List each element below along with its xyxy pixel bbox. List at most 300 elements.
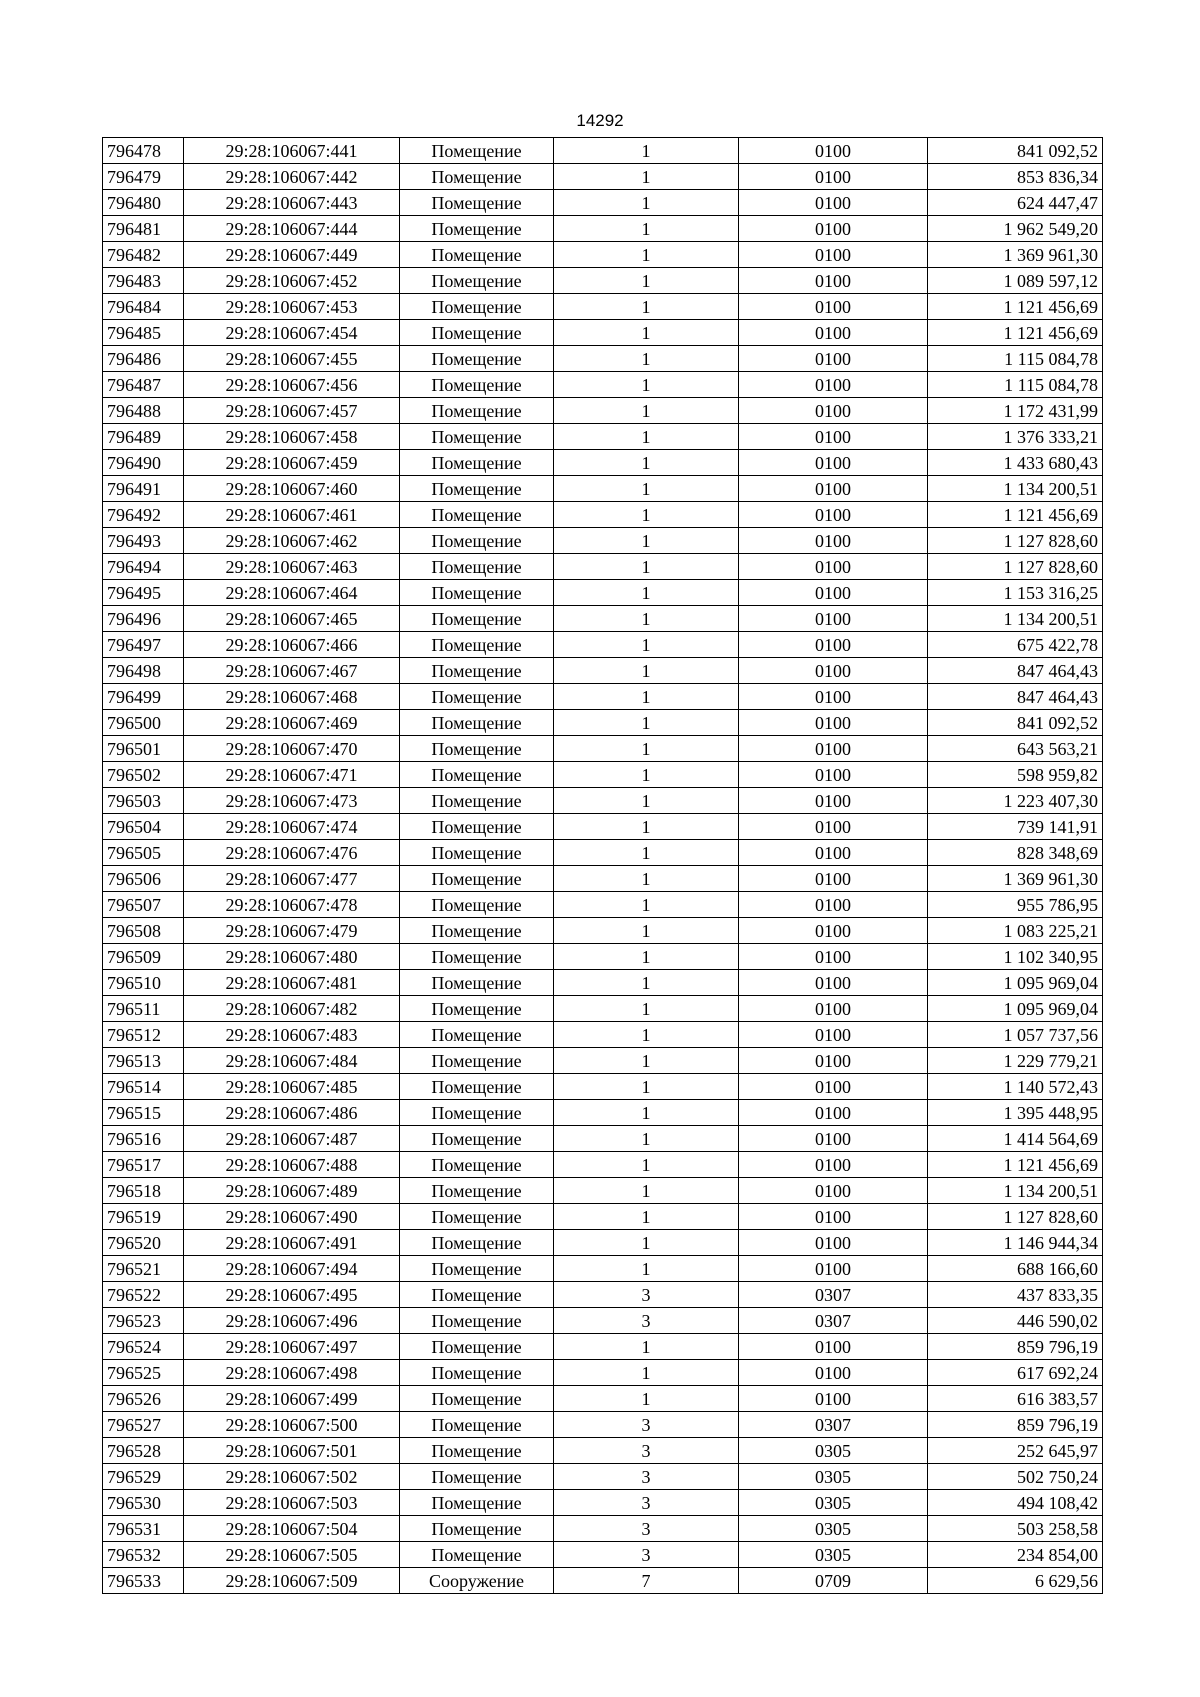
object-type-cell: Помещение <box>400 268 554 294</box>
table-row <box>103 814 1103 840</box>
group-cell: 7 <box>554 1568 739 1594</box>
table-row <box>103 1542 1103 1568</box>
object-type-cell: Помещение <box>400 1204 554 1230</box>
cadastral-number-cell: 29:28:106067:444 <box>184 216 400 242</box>
row-number-cell: 796484 <box>103 294 184 320</box>
group-cell: 1 <box>554 970 739 996</box>
table-row <box>103 918 1103 944</box>
cadastral-value-cell: 1 121 456,69 <box>928 320 1103 346</box>
cadastral-number-cell: 29:28:106067:490 <box>184 1204 400 1230</box>
object-type-cell: Помещение <box>400 1126 554 1152</box>
group-cell: 1 <box>554 424 739 450</box>
group-cell: 1 <box>554 1178 739 1204</box>
cadastral-number-cell: 29:28:106067:449 <box>184 242 400 268</box>
group-cell: 1 <box>554 268 739 294</box>
object-type-cell: Помещение <box>400 190 554 216</box>
code-cell: 0100 <box>739 268 928 294</box>
code-cell: 0100 <box>739 736 928 762</box>
row-number-cell: 796485 <box>103 320 184 346</box>
object-type-cell: Помещение <box>400 606 554 632</box>
row-number-cell: 796514 <box>103 1074 184 1100</box>
cadastral-number-cell: 29:28:106067:495 <box>184 1282 400 1308</box>
table-row <box>103 606 1103 632</box>
group-cell: 1 <box>554 398 739 424</box>
cadastral-number-cell: 29:28:106067:457 <box>184 398 400 424</box>
object-type-cell: Помещение <box>400 736 554 762</box>
code-cell: 0100 <box>739 1256 928 1282</box>
code-cell: 0100 <box>739 190 928 216</box>
code-cell: 0305 <box>739 1490 928 1516</box>
object-type-cell: Помещение <box>400 346 554 372</box>
table-row <box>103 1048 1103 1074</box>
group-cell: 1 <box>554 1126 739 1152</box>
cadastral-value-cell: 841 092,52 <box>928 710 1103 736</box>
table-row <box>103 1334 1103 1360</box>
code-cell: 0100 <box>739 710 928 736</box>
cadastral-number-cell: 29:28:106067:504 <box>184 1516 400 1542</box>
row-number-cell: 796513 <box>103 1048 184 1074</box>
group-cell: 1 <box>554 216 739 242</box>
object-type-cell: Помещение <box>400 398 554 424</box>
cadastral-value-cell: 739 141,91 <box>928 814 1103 840</box>
table-row <box>103 1100 1103 1126</box>
cadastral-number-cell: 29:28:106067:499 <box>184 1386 400 1412</box>
code-cell: 0100 <box>739 1360 928 1386</box>
group-cell: 1 <box>554 372 739 398</box>
group-cell: 1 <box>554 528 739 554</box>
cadastral-number-cell: 29:28:106067:473 <box>184 788 400 814</box>
object-type-cell: Помещение <box>400 970 554 996</box>
row-number-cell: 796523 <box>103 1308 184 1334</box>
row-number-cell: 796532 <box>103 1542 184 1568</box>
cadastral-value-cell: 955 786,95 <box>928 892 1103 918</box>
code-cell: 0307 <box>739 1412 928 1438</box>
code-cell: 0305 <box>739 1516 928 1542</box>
row-number-cell: 796525 <box>103 1360 184 1386</box>
code-cell: 0305 <box>739 1542 928 1568</box>
table-row <box>103 762 1103 788</box>
cadastral-value-cell: 1 229 779,21 <box>928 1048 1103 1074</box>
object-type-cell: Помещение <box>400 788 554 814</box>
table-row <box>103 1230 1103 1256</box>
code-cell: 0100 <box>739 1048 928 1074</box>
table-row <box>103 294 1103 320</box>
object-type-cell: Сооружение <box>400 1568 554 1594</box>
cadastral-value-cell: 1 121 456,69 <box>928 294 1103 320</box>
table-row <box>103 554 1103 580</box>
group-cell: 1 <box>554 1100 739 1126</box>
code-cell: 0100 <box>739 554 928 580</box>
cadastral-value-cell: 1 121 456,69 <box>928 502 1103 528</box>
registry-table-body <box>103 138 1103 1594</box>
object-type-cell: Помещение <box>400 684 554 710</box>
code-cell: 0305 <box>739 1438 928 1464</box>
table-row <box>103 216 1103 242</box>
cadastral-value-cell: 503 258,58 <box>928 1516 1103 1542</box>
row-number-cell: 796519 <box>103 1204 184 1230</box>
cadastral-number-cell: 29:28:106067:485 <box>184 1074 400 1100</box>
object-type-cell: Помещение <box>400 1516 554 1542</box>
object-type-cell: Помещение <box>400 1412 554 1438</box>
cadastral-number-cell: 29:28:106067:471 <box>184 762 400 788</box>
code-cell: 0100 <box>739 580 928 606</box>
row-number-cell: 796488 <box>103 398 184 424</box>
object-type-cell: Помещение <box>400 502 554 528</box>
cadastral-value-cell: 847 464,43 <box>928 684 1103 710</box>
cadastral-number-cell: 29:28:106067:486 <box>184 1100 400 1126</box>
code-cell: 0307 <box>739 1282 928 1308</box>
group-cell: 1 <box>554 1334 739 1360</box>
object-type-cell: Помещение <box>400 710 554 736</box>
cadastral-value-cell: 841 092,52 <box>928 138 1103 164</box>
object-type-cell: Помещение <box>400 1230 554 1256</box>
cadastral-number-cell: 29:28:106067:483 <box>184 1022 400 1048</box>
cadastral-number-cell: 29:28:106067:474 <box>184 814 400 840</box>
code-cell: 0100 <box>739 814 928 840</box>
table-row <box>103 788 1103 814</box>
row-number-cell: 796497 <box>103 632 184 658</box>
cadastral-value-cell: 1 134 200,51 <box>928 476 1103 502</box>
cadastral-number-cell: 29:28:106067:460 <box>184 476 400 502</box>
code-cell: 0100 <box>739 476 928 502</box>
cadastral-number-cell: 29:28:106067:466 <box>184 632 400 658</box>
object-type-cell: Помещение <box>400 892 554 918</box>
cadastral-value-cell: 828 348,69 <box>928 840 1103 866</box>
code-cell: 0100 <box>739 528 928 554</box>
code-cell: 0100 <box>739 502 928 528</box>
table-row <box>103 736 1103 762</box>
table-row <box>103 1204 1103 1230</box>
cadastral-number-cell: 29:28:106067:441 <box>184 138 400 164</box>
cadastral-number-cell: 29:28:106067:482 <box>184 996 400 1022</box>
cadastral-value-cell: 616 383,57 <box>928 1386 1103 1412</box>
cadastral-value-cell: 234 854,00 <box>928 1542 1103 1568</box>
object-type-cell: Помещение <box>400 1386 554 1412</box>
group-cell: 1 <box>554 944 739 970</box>
object-type-cell: Помещение <box>400 1542 554 1568</box>
cadastral-value-cell: 1 172 431,99 <box>928 398 1103 424</box>
cadastral-value-cell: 643 563,21 <box>928 736 1103 762</box>
group-cell: 1 <box>554 346 739 372</box>
object-type-cell: Помещение <box>400 528 554 554</box>
cadastral-value-cell: 1 395 448,95 <box>928 1100 1103 1126</box>
code-cell: 0100 <box>739 1204 928 1230</box>
cadastral-value-cell: 1 102 340,95 <box>928 944 1103 970</box>
group-cell: 1 <box>554 1048 739 1074</box>
table-row <box>103 502 1103 528</box>
cadastral-number-cell: 29:28:106067:509 <box>184 1568 400 1594</box>
code-cell: 0100 <box>739 918 928 944</box>
table-row <box>103 1386 1103 1412</box>
object-type-cell: Помещение <box>400 658 554 684</box>
row-number-cell: 796500 <box>103 710 184 736</box>
cadastral-number-cell: 29:28:106067:452 <box>184 268 400 294</box>
cadastral-number-cell: 29:28:106067:470 <box>184 736 400 762</box>
object-type-cell: Помещение <box>400 814 554 840</box>
table-row <box>103 1282 1103 1308</box>
cadastral-number-cell: 29:28:106067:505 <box>184 1542 400 1568</box>
table-row <box>103 1490 1103 1516</box>
table-row <box>103 450 1103 476</box>
registry-table <box>102 137 1103 1594</box>
group-cell: 1 <box>554 788 739 814</box>
row-number-cell: 796487 <box>103 372 184 398</box>
row-number-cell: 796531 <box>103 1516 184 1542</box>
cadastral-value-cell: 1 095 969,04 <box>928 996 1103 1022</box>
group-cell: 1 <box>554 710 739 736</box>
cadastral-number-cell: 29:28:106067:481 <box>184 970 400 996</box>
row-number-cell: 796493 <box>103 528 184 554</box>
row-number-cell: 796522 <box>103 1282 184 1308</box>
cadastral-number-cell: 29:28:106067:467 <box>184 658 400 684</box>
cadastral-value-cell: 1 223 407,30 <box>928 788 1103 814</box>
row-number-cell: 796505 <box>103 840 184 866</box>
code-cell: 0100 <box>739 944 928 970</box>
object-type-cell: Помещение <box>400 996 554 1022</box>
group-cell: 1 <box>554 1152 739 1178</box>
group-cell: 1 <box>554 138 739 164</box>
cadastral-number-cell: 29:28:106067:478 <box>184 892 400 918</box>
code-cell: 0100 <box>739 632 928 658</box>
code-cell: 0100 <box>739 346 928 372</box>
row-number-cell: 796512 <box>103 1022 184 1048</box>
cadastral-number-cell: 29:28:106067:468 <box>184 684 400 710</box>
group-cell: 3 <box>554 1282 739 1308</box>
cadastral-value-cell: 1 134 200,51 <box>928 606 1103 632</box>
code-cell: 0100 <box>739 684 928 710</box>
table-row <box>103 138 1103 164</box>
code-cell: 0100 <box>739 1230 928 1256</box>
cadastral-number-cell: 29:28:106067:469 <box>184 710 400 736</box>
group-cell: 1 <box>554 242 739 268</box>
row-number-cell: 796518 <box>103 1178 184 1204</box>
table-row <box>103 320 1103 346</box>
row-number-cell: 796504 <box>103 814 184 840</box>
cadastral-value-cell: 859 796,19 <box>928 1334 1103 1360</box>
table-row <box>103 1126 1103 1152</box>
cadastral-number-cell: 29:28:106067:497 <box>184 1334 400 1360</box>
cadastral-value-cell: 1 083 225,21 <box>928 918 1103 944</box>
object-type-cell: Помещение <box>400 164 554 190</box>
cadastral-number-cell: 29:28:106067:503 <box>184 1490 400 1516</box>
cadastral-value-cell: 437 833,35 <box>928 1282 1103 1308</box>
cadastral-number-cell: 29:28:106067:487 <box>184 1126 400 1152</box>
cadastral-value-cell: 1 134 200,51 <box>928 1178 1103 1204</box>
cadastral-number-cell: 29:28:106067:463 <box>184 554 400 580</box>
cadastral-value-cell: 1 433 680,43 <box>928 450 1103 476</box>
cadastral-value-cell: 502 750,24 <box>928 1464 1103 1490</box>
table-row <box>103 840 1103 866</box>
table-row <box>103 476 1103 502</box>
cadastral-number-cell: 29:28:106067:477 <box>184 866 400 892</box>
object-type-cell: Помещение <box>400 1438 554 1464</box>
group-cell: 3 <box>554 1412 739 1438</box>
cadastral-number-cell: 29:28:106067:498 <box>184 1360 400 1386</box>
code-cell: 0100 <box>739 892 928 918</box>
object-type-cell: Помещение <box>400 320 554 346</box>
group-cell: 1 <box>554 1360 739 1386</box>
object-type-cell: Помещение <box>400 866 554 892</box>
code-cell: 0100 <box>739 866 928 892</box>
row-number-cell: 796509 <box>103 944 184 970</box>
group-cell: 3 <box>554 1438 739 1464</box>
code-cell: 0100 <box>739 1022 928 1048</box>
group-cell: 1 <box>554 840 739 866</box>
row-number-cell: 796529 <box>103 1464 184 1490</box>
group-cell: 1 <box>554 814 739 840</box>
group-cell: 3 <box>554 1516 739 1542</box>
group-cell: 1 <box>554 762 739 788</box>
table-row <box>103 996 1103 1022</box>
cadastral-value-cell: 1 095 969,04 <box>928 970 1103 996</box>
object-type-cell: Помещение <box>400 1100 554 1126</box>
table-row <box>103 1438 1103 1464</box>
code-cell: 0100 <box>739 1386 928 1412</box>
cadastral-number-cell: 29:28:106067:455 <box>184 346 400 372</box>
table-row <box>103 866 1103 892</box>
object-type-cell: Помещение <box>400 1360 554 1386</box>
row-number-cell: 796517 <box>103 1152 184 1178</box>
cadastral-value-cell: 675 422,78 <box>928 632 1103 658</box>
cadastral-number-cell: 29:28:106067:454 <box>184 320 400 346</box>
table-row <box>103 944 1103 970</box>
row-number-cell: 796520 <box>103 1230 184 1256</box>
group-cell: 3 <box>554 1464 739 1490</box>
code-cell: 0100 <box>739 138 928 164</box>
code-cell: 0100 <box>739 840 928 866</box>
row-number-cell: 796502 <box>103 762 184 788</box>
cadastral-value-cell: 1 127 828,60 <box>928 528 1103 554</box>
cadastral-number-cell: 29:28:106067:491 <box>184 1230 400 1256</box>
row-number-cell: 796486 <box>103 346 184 372</box>
group-cell: 1 <box>554 736 739 762</box>
table-row <box>103 372 1103 398</box>
cadastral-number-cell: 29:28:106067:502 <box>184 1464 400 1490</box>
cadastral-value-cell: 617 692,24 <box>928 1360 1103 1386</box>
group-cell: 1 <box>554 554 739 580</box>
group-cell: 1 <box>554 684 739 710</box>
row-number-cell: 796499 <box>103 684 184 710</box>
group-cell: 1 <box>554 450 739 476</box>
cadastral-number-cell: 29:28:106067:494 <box>184 1256 400 1282</box>
cadastral-number-cell: 29:28:106067:489 <box>184 1178 400 1204</box>
group-cell: 1 <box>554 164 739 190</box>
code-cell: 0100 <box>739 970 928 996</box>
code-cell: 0100 <box>739 164 928 190</box>
cadastral-number-cell: 29:28:106067:500 <box>184 1412 400 1438</box>
object-type-cell: Помещение <box>400 1334 554 1360</box>
code-cell: 0100 <box>739 788 928 814</box>
group-cell: 1 <box>554 1230 739 1256</box>
group-cell: 1 <box>554 996 739 1022</box>
cadastral-value-cell: 598 959,82 <box>928 762 1103 788</box>
table-row <box>103 1308 1103 1334</box>
group-cell: 1 <box>554 892 739 918</box>
group-cell: 1 <box>554 1204 739 1230</box>
group-cell: 1 <box>554 502 739 528</box>
object-type-cell: Помещение <box>400 1490 554 1516</box>
object-type-cell: Помещение <box>400 138 554 164</box>
group-cell: 1 <box>554 476 739 502</box>
cadastral-value-cell: 1 127 828,60 <box>928 554 1103 580</box>
object-type-cell: Помещение <box>400 1308 554 1334</box>
row-number-cell: 796498 <box>103 658 184 684</box>
table-row <box>103 684 1103 710</box>
cadastral-number-cell: 29:28:106067:496 <box>184 1308 400 1334</box>
row-number-cell: 796515 <box>103 1100 184 1126</box>
table-row <box>103 970 1103 996</box>
cadastral-value-cell: 853 836,34 <box>928 164 1103 190</box>
code-cell: 0307 <box>739 1308 928 1334</box>
table-row <box>103 1568 1103 1594</box>
code-cell: 0100 <box>739 398 928 424</box>
row-number-cell: 796490 <box>103 450 184 476</box>
object-type-cell: Помещение <box>400 476 554 502</box>
cadastral-number-cell: 29:28:106067:480 <box>184 944 400 970</box>
object-type-cell: Помещение <box>400 918 554 944</box>
object-type-cell: Помещение <box>400 1256 554 1282</box>
code-cell: 0100 <box>739 1074 928 1100</box>
table-row <box>103 580 1103 606</box>
code-cell: 0100 <box>739 1334 928 1360</box>
object-type-cell: Помещение <box>400 242 554 268</box>
object-type-cell: Помещение <box>400 554 554 580</box>
row-number-cell: 796516 <box>103 1126 184 1152</box>
table-row <box>103 1464 1103 1490</box>
code-cell: 0709 <box>739 1568 928 1594</box>
table-row <box>103 164 1103 190</box>
object-type-cell: Помещение <box>400 1152 554 1178</box>
table-row <box>103 1412 1103 1438</box>
cadastral-number-cell: 29:28:106067:501 <box>184 1438 400 1464</box>
code-cell: 0100 <box>739 242 928 268</box>
page-number: 14292 <box>576 111 624 130</box>
cadastral-value-cell: 1 127 828,60 <box>928 1204 1103 1230</box>
cadastral-value-cell: 1 115 084,78 <box>928 346 1103 372</box>
object-type-cell: Помещение <box>400 1074 554 1100</box>
table-row <box>103 268 1103 294</box>
table-row <box>103 1360 1103 1386</box>
group-cell: 1 <box>554 320 739 346</box>
row-number-cell: 796533 <box>103 1568 184 1594</box>
group-cell: 3 <box>554 1308 739 1334</box>
cadastral-value-cell: 1 962 549,20 <box>928 216 1103 242</box>
row-number-cell: 796496 <box>103 606 184 632</box>
group-cell: 1 <box>554 1256 739 1282</box>
code-cell: 0100 <box>739 658 928 684</box>
object-type-cell: Помещение <box>400 580 554 606</box>
group-cell: 3 <box>554 1542 739 1568</box>
group-cell: 1 <box>554 632 739 658</box>
object-type-cell: Помещение <box>400 944 554 970</box>
cadastral-number-cell: 29:28:106067:459 <box>184 450 400 476</box>
row-number-cell: 796508 <box>103 918 184 944</box>
cadastral-value-cell: 1 089 597,12 <box>928 268 1103 294</box>
row-number-cell: 796511 <box>103 996 184 1022</box>
cadastral-value-cell: 847 464,43 <box>928 658 1103 684</box>
code-cell: 0100 <box>739 762 928 788</box>
code-cell: 0100 <box>739 1152 928 1178</box>
table-row <box>103 190 1103 216</box>
cadastral-number-cell: 29:28:106067:462 <box>184 528 400 554</box>
object-type-cell: Помещение <box>400 294 554 320</box>
row-number-cell: 796510 <box>103 970 184 996</box>
group-cell: 1 <box>554 1074 739 1100</box>
row-number-cell: 796527 <box>103 1412 184 1438</box>
table-row <box>103 1022 1103 1048</box>
row-number-cell: 796521 <box>103 1256 184 1282</box>
object-type-cell: Помещение <box>400 216 554 242</box>
